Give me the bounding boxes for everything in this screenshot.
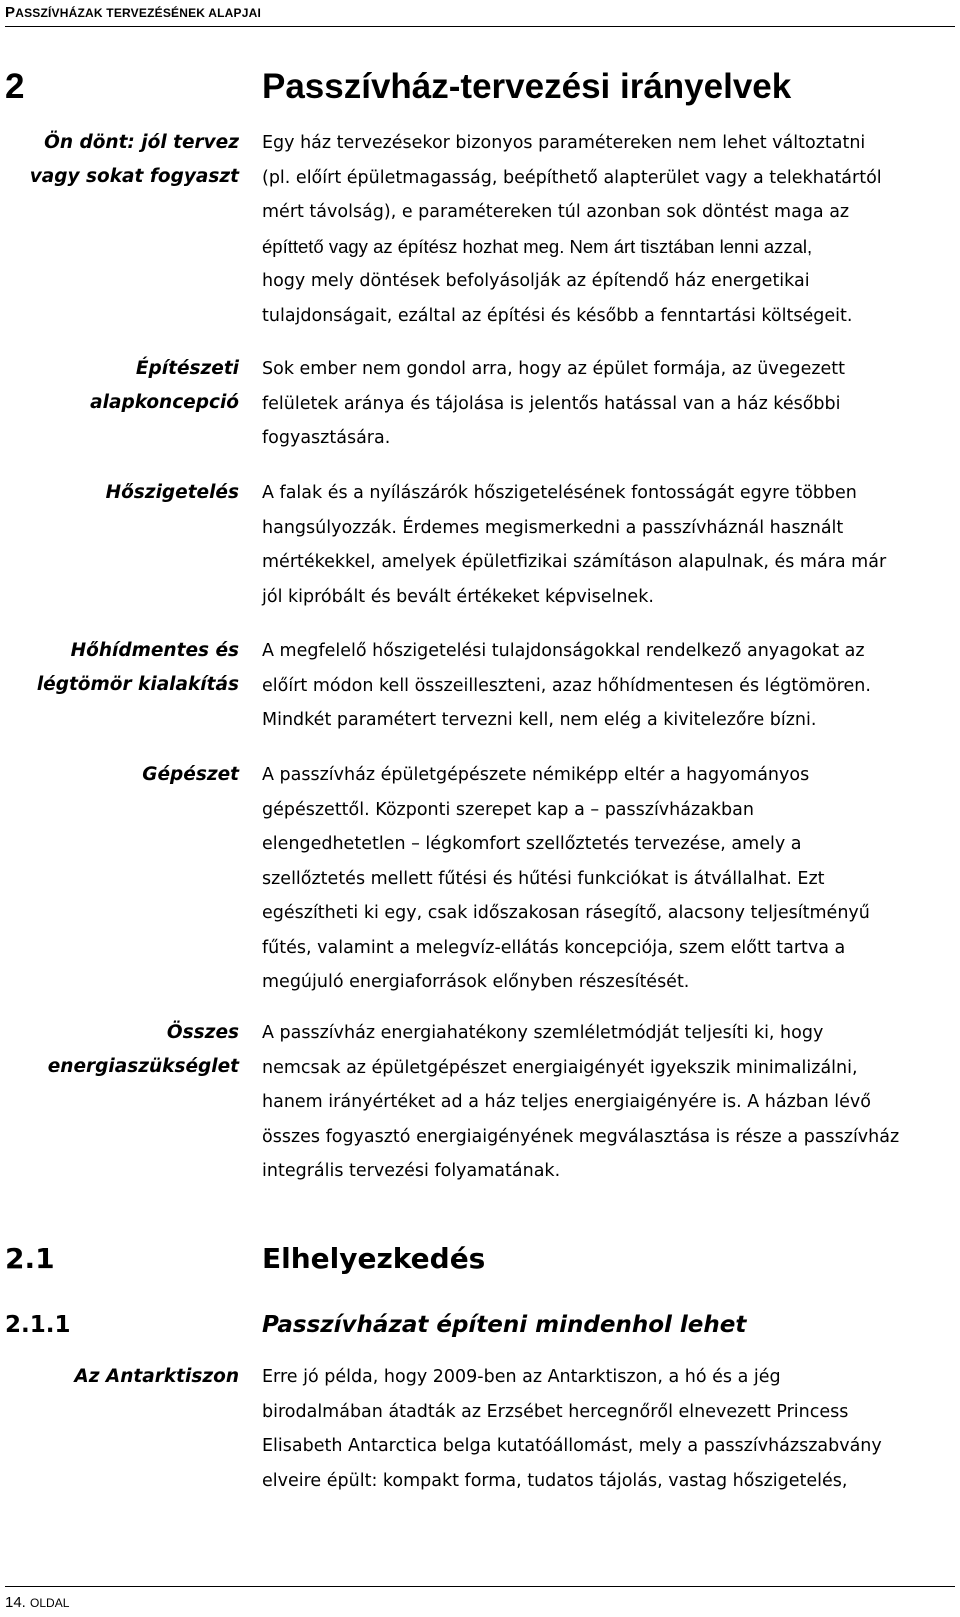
paragraph-line: építtető vagy az építész hozhat meg. Nem árt tisztában lenni azzal, <box>262 235 813 257</box>
margin-note-line: Ön dönt: jól tervez <box>44 132 239 153</box>
paragraph-line: előírt módon kell összeilleszteni, azaz hőhídmentesen és légtömören. <box>262 675 871 696</box>
paragraph-concept <box>262 352 952 456</box>
paragraph-line: fűtés, valamint a melegvíz-ellátás koncepciója, szem előtt tartva a <box>262 937 846 958</box>
subsection-title: Passzívházat építeni mindenhol lehet <box>262 1312 747 1338</box>
running-header <box>5 4 261 21</box>
paragraph-antarctic <box>262 1360 952 1498</box>
margin-note-insulation <box>5 476 239 510</box>
margin-note-line: Építészeti <box>135 358 239 379</box>
paragraph-line: egészítheti ki egy, csak időszakosan rásegítő, alacsony teljesítményű <box>262 903 870 923</box>
paragraph-line: hogy mely döntések befolyásolják az építendő ház energetikai <box>262 271 810 291</box>
margin-note-line: alapkoncepció <box>90 392 239 413</box>
margin-note-decision <box>5 126 239 194</box>
margin-note-line: Hőhídmentes és <box>70 640 239 661</box>
margin-note-line: Hőszigetelés <box>105 482 239 503</box>
paragraph-line: Erre jó példa, hogy 2009-ben az Antarktiszon, a hó és a jég <box>262 1367 781 1387</box>
running-header-text: ASSZÍVHÁZAK TERVEZÉSÉNEK ALAPJAI <box>15 6 261 20</box>
paragraph-insulation <box>262 476 952 614</box>
paragraph-mechanical <box>262 758 952 1000</box>
margin-note-line: Összes <box>166 1022 239 1043</box>
header-rule <box>5 26 955 27</box>
margin-note-mechanical <box>5 758 239 792</box>
paragraph-line: fogyasztására. <box>262 428 391 448</box>
paragraph-energy <box>262 1016 952 1189</box>
margin-note-line: Az Antarktiszon <box>74 1366 239 1387</box>
section-title: Elhelyezkedés <box>262 1242 486 1275</box>
chapter-title: Passzívház-tervezési irányelvek <box>262 67 792 106</box>
margin-note-antarctic <box>5 1360 239 1394</box>
paragraph-line: Elisabeth Antarctica belga kutatóállomást, mely a passzívházszabvány <box>262 1436 882 1456</box>
chapter-number: 2 <box>5 67 25 106</box>
margin-note-energy <box>5 1016 239 1084</box>
paragraph-line: A passzívház épületgépészete némiképp eltér a hagyományos <box>262 765 810 785</box>
paragraph-line: megújuló energiaforrások előnyben részesítését. <box>262 972 690 992</box>
margin-note-concept <box>5 352 239 420</box>
paragraph-line: jól kipróbált és bevált értékeket képviselnek. <box>262 586 654 607</box>
footer-rule <box>5 1586 955 1587</box>
paragraph-line: hanem irányértéket ad a ház teljes energiaigényére is. A házban lévő <box>262 1092 871 1112</box>
paragraph-line: szellőztetés mellett fűtési és hűtési funkciókat is átvállalhat. Ezt <box>262 868 825 889</box>
paragraph-line: nemcsak az épületgépészet energiaigényét igyekszik minimalizálni, <box>262 1057 858 1078</box>
paragraph-thermal-bridge <box>262 634 952 738</box>
paragraph-line: Sok ember nem gondol arra, hogy az épület formája, az üvegezett <box>262 359 846 379</box>
margin-note-line: légtömör kialakítás <box>36 674 239 695</box>
paragraph-line: birodalmában átadták az Erzsébet hercegnőről elnevezett Princess <box>262 1401 849 1422</box>
paragraph-line: (pl. előírt épületmagasság, beépíthető alapterület vagy a telekhatártól <box>262 167 882 188</box>
page-label: OLDAL <box>30 1596 70 1610</box>
paragraph-line: felületek aránya és tájolása is jelentős hatással van a ház későbbi <box>262 393 841 414</box>
paragraph-line: hangsúlyozzák. Érdemes megismerkedni a passzívháznál használt <box>262 517 844 538</box>
paragraph-line: A passzívház energiahatékony szemléletmódját teljesíti ki, hogy <box>262 1023 824 1043</box>
paragraph-line: Egy ház tervezésekor bizonyos paramétereken nem lehet változtatni <box>262 133 866 153</box>
paragraph-line: Mindkét paramétert tervezni kell, nem elég a kivitelezőre bízni. <box>262 710 817 730</box>
paragraph-line: mértékekkel, amelyek épületfizikai számításon alapulnak, és mára már <box>262 552 887 572</box>
paragraph-line: A falak és a nyílászárók hőszigetelésének fontosságát egyre többen <box>262 483 857 503</box>
paragraph-line: tulajdonságait, ezáltal az építési és később a fenntartási költségeit. <box>262 305 853 326</box>
section-number: 2.1 <box>5 1242 55 1275</box>
paragraph-decision <box>262 126 952 333</box>
paragraph-line: gépészettől. Központi szerepet kap a – passzívházakban <box>262 799 754 820</box>
paragraph-line: elveire épült: kompakt forma, tudatos tájolás, vastag hőszigetelés, <box>262 1470 848 1491</box>
paragraph-line: integrális tervezési folyamatának. <box>262 1161 561 1181</box>
paragraph-line: összes fogyasztó energiaigényének megválasztása is része a passzívház <box>262 1126 900 1147</box>
subsection-number: 2.1.1 <box>5 1312 71 1338</box>
page-number: 14. <box>5 1594 26 1611</box>
margin-note-line: energiaszükséglet <box>47 1056 239 1077</box>
margin-note-line: vagy sokat fogyaszt <box>29 166 239 187</box>
paragraph-line: mért távolság), e paramétereken túl azonban sok döntést maga az <box>262 202 850 222</box>
paragraph-line: A megfelelő hőszigetelési tulajdonságokkal rendelkező anyagokat az <box>262 641 865 661</box>
page-footer <box>5 1594 69 1611</box>
running-header-initial: P <box>5 4 16 21</box>
paragraph-line: elengedhetetlen – légkomfort szellőztetés tervezése, amely a <box>262 834 802 854</box>
margin-note-thermal-bridge <box>5 634 239 702</box>
margin-note-line: Gépészet <box>142 764 239 785</box>
